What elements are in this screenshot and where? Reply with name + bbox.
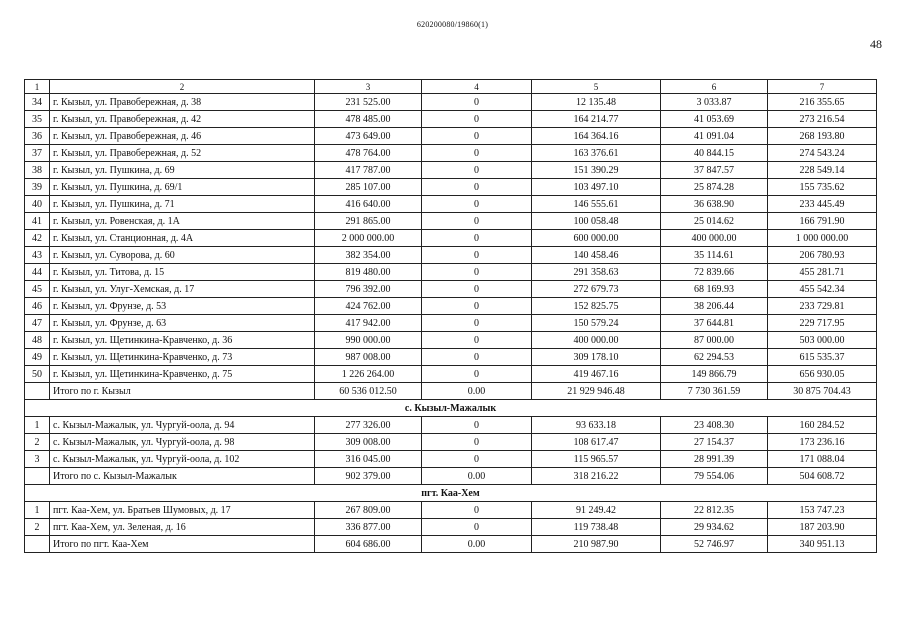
cell-col-1: 40 — [25, 196, 50, 213]
cell-col-5: 272 679.73 — [532, 281, 661, 298]
cell-col-5: 151 390.29 — [532, 162, 661, 179]
cell-col-1: 36 — [25, 128, 50, 145]
cell-col-1 — [25, 383, 50, 400]
cell-col-6: 87 000.00 — [661, 332, 768, 349]
cell-col-5: 5 — [532, 80, 661, 94]
cell-col-2: с. Кызыл-Мажалык, ул. Чургуй-оола, д. 98 — [50, 434, 315, 451]
cell-col-2: г. Кызыл, ул. Пушкина, д. 71 — [50, 196, 315, 213]
table-row — [25, 196, 877, 213]
cell-col-5: 152 825.75 — [532, 298, 661, 315]
cell-col-4: 0 — [422, 315, 532, 332]
cell-col-1: 41 — [25, 213, 50, 230]
cell-col-4: 0 — [422, 128, 532, 145]
cell-col-3: 819 480.00 — [315, 264, 422, 281]
cell-col-3: 267 809.00 — [315, 502, 422, 519]
cell-col-4: 0 — [422, 213, 532, 230]
cell-col-5: 309 178.10 — [532, 349, 661, 366]
cell-col-7: 173 236.16 — [768, 434, 877, 451]
cell-col-5: 108 617.47 — [532, 434, 661, 451]
cell-col-7: 228 549.14 — [768, 162, 877, 179]
cell-col-2: г. Кызыл, ул. Правобережная, д. 46 — [50, 128, 315, 145]
cell-col-1: 37 — [25, 145, 50, 162]
cell-col-1: 47 — [25, 315, 50, 332]
cell-col-3: 990 000.00 — [315, 332, 422, 349]
cell-col-1: 3 — [25, 451, 50, 468]
cell-col-7: 268 193.80 — [768, 128, 877, 145]
cell-col-7: 455 281.71 — [768, 264, 877, 281]
cell-col-4: 0 — [422, 366, 532, 383]
cell-col-7: 340 951.13 — [768, 536, 877, 553]
cell-col-7: 229 717.95 — [768, 315, 877, 332]
cell-col-4: 0 — [422, 298, 532, 315]
cell-col-4: 0 — [422, 434, 532, 451]
cell-col-3: 796 392.00 — [315, 281, 422, 298]
section-title: с. Кызыл-Мажалык — [25, 400, 877, 417]
cell-col-2: с. Кызыл-Мажалык, ул. Чургуй-оола, д. 94 — [50, 417, 315, 434]
cell-col-5: 164 214.77 — [532, 111, 661, 128]
cell-col-1: 39 — [25, 179, 50, 196]
cell-col-1: 49 — [25, 349, 50, 366]
cell-col-4: 0 — [422, 349, 532, 366]
table-row — [25, 281, 877, 298]
cell-col-5: 12 135.48 — [532, 94, 661, 111]
cell-col-6: 25 014.62 — [661, 213, 768, 230]
cell-col-4: 4 — [422, 80, 532, 94]
cell-col-3: 604 686.00 — [315, 536, 422, 553]
cell-col-7: 1 000 000.00 — [768, 230, 877, 247]
cell-col-2: г. Кызыл, ул. Правобережная, д. 42 — [50, 111, 315, 128]
cell-col-7: 153 747.23 — [768, 502, 877, 519]
table-row — [25, 213, 877, 230]
cell-col-7: 233 729.81 — [768, 298, 877, 315]
cell-col-6: 23 408.30 — [661, 417, 768, 434]
cell-col-7: 455 542.34 — [768, 281, 877, 298]
table-row — [25, 366, 877, 383]
cell-col-3: 1 226 264.00 — [315, 366, 422, 383]
cell-col-4: 0 — [422, 417, 532, 434]
cell-col-2: Итого по г. Кызыл — [50, 383, 315, 400]
section-row-kaa-khem — [25, 485, 877, 502]
cell-col-7: 30 875 704.43 — [768, 383, 877, 400]
cell-col-7: 504 608.72 — [768, 468, 877, 485]
cell-col-3: 382 354.00 — [315, 247, 422, 264]
cell-col-3: 987 008.00 — [315, 349, 422, 366]
cell-col-1: 44 — [25, 264, 50, 281]
cell-col-3: 60 536 012.50 — [315, 383, 422, 400]
cell-col-3: 231 525.00 — [315, 94, 422, 111]
cell-col-2: г. Кызыл, ул. Щетинкина-Кравченко, д. 75 — [50, 366, 315, 383]
cell-col-6: 68 169.93 — [661, 281, 768, 298]
cell-col-5: 600 000.00 — [532, 230, 661, 247]
cell-col-7: 503 000.00 — [768, 332, 877, 349]
cell-col-3: 478 485.00 — [315, 111, 422, 128]
cell-col-1: 2 — [25, 519, 50, 536]
cell-col-7: 187 203.90 — [768, 519, 877, 536]
cell-col-1: 43 — [25, 247, 50, 264]
cell-col-3: 291 865.00 — [315, 213, 422, 230]
cell-col-4: 0 — [422, 179, 532, 196]
cell-col-6: 29 934.62 — [661, 519, 768, 536]
cell-col-2: с. Кызыл-Мажалык, ул. Чургуй-оола, д. 102 — [50, 451, 315, 468]
table-row — [25, 332, 877, 349]
cell-col-3: 416 640.00 — [315, 196, 422, 213]
cell-col-3: 277 326.00 — [315, 417, 422, 434]
cell-col-6: 36 638.90 — [661, 196, 768, 213]
cell-col-5: 93 633.18 — [532, 417, 661, 434]
cell-col-3: 902 379.00 — [315, 468, 422, 485]
table-row — [25, 247, 877, 264]
cell-col-4: 0 — [422, 519, 532, 536]
document-id: 620200080/19860(1) — [416, 20, 489, 29]
cell-col-1 — [25, 468, 50, 485]
cell-col-1: 1 — [25, 417, 50, 434]
cell-col-7: 7 — [768, 80, 877, 94]
table-row — [25, 128, 877, 145]
cell-col-2: г. Кызыл, ул. Ровенская, д. 1А — [50, 213, 315, 230]
cell-col-6: 400 000.00 — [661, 230, 768, 247]
cell-col-2: Итого по с. Кызыл-Мажалык — [50, 468, 315, 485]
table-row — [25, 179, 877, 196]
cell-col-6: 72 839.66 — [661, 264, 768, 281]
cell-col-2: г. Кызыл, ул. Титова, д. 15 — [50, 264, 315, 281]
cell-col-1: 42 — [25, 230, 50, 247]
cell-col-4: 0 — [422, 162, 532, 179]
cell-col-7: 273 216.54 — [768, 111, 877, 128]
cell-col-5: 419 467.16 — [532, 366, 661, 383]
cell-col-7: 160 284.52 — [768, 417, 877, 434]
cell-col-7: 274 543.24 — [768, 145, 877, 162]
cell-col-6: 41 053.69 — [661, 111, 768, 128]
table-row — [25, 417, 877, 434]
cell-col-2: пгт. Каа-Хем, ул. Братьев Шумовых, д. 17 — [50, 502, 315, 519]
cell-col-6: 3 033.87 — [661, 94, 768, 111]
cell-col-3: 478 764.00 — [315, 145, 422, 162]
cell-col-5: 163 376.61 — [532, 145, 661, 162]
cell-col-6: 22 812.35 — [661, 502, 768, 519]
cell-col-2: пгт. Каа-Хем, ул. Зеленая, д. 16 — [50, 519, 315, 536]
cell-col-6: 37 644.81 — [661, 315, 768, 332]
cell-col-4: 0.00 — [422, 536, 532, 553]
cell-col-5: 21 929 946.48 — [532, 383, 661, 400]
cell-col-3: 3 — [315, 80, 422, 94]
table-row — [25, 434, 877, 451]
cell-col-1 — [25, 536, 50, 553]
cell-col-5: 119 738.48 — [532, 519, 661, 536]
cell-col-2: г. Кызыл, ул. Правобережная, д. 38 — [50, 94, 315, 111]
cell-col-4: 0 — [422, 196, 532, 213]
cell-col-6: 38 206.44 — [661, 298, 768, 315]
cell-col-2: г. Кызыл, ул. Щетинкина-Кравченко, д. 36 — [50, 332, 315, 349]
cell-col-6: 79 554.06 — [661, 468, 768, 485]
table-row — [25, 451, 877, 468]
cell-col-6: 7 730 361.59 — [661, 383, 768, 400]
cell-col-4: 0 — [422, 332, 532, 349]
cell-col-1: 1 — [25, 80, 50, 94]
cell-col-2: г. Кызыл, ул. Суворова, д. 60 — [50, 247, 315, 264]
cell-col-6: 52 746.97 — [661, 536, 768, 553]
cell-col-5: 291 358.63 — [532, 264, 661, 281]
table-row — [25, 230, 877, 247]
cell-col-1: 34 — [25, 94, 50, 111]
cell-col-6: 37 847.57 — [661, 162, 768, 179]
cell-col-1: 38 — [25, 162, 50, 179]
total-row-kaa-khem — [25, 536, 877, 553]
table-row — [25, 94, 877, 111]
cell-col-1: 46 — [25, 298, 50, 315]
cell-col-4: 0.00 — [422, 468, 532, 485]
cell-col-5: 210 987.90 — [532, 536, 661, 553]
cell-col-6: 40 844.15 — [661, 145, 768, 162]
cell-col-3: 417 942.00 — [315, 315, 422, 332]
cell-col-4: 0 — [422, 230, 532, 247]
cell-col-4: 0 — [422, 281, 532, 298]
cell-col-2: Итого по пгт. Каа-Хем — [50, 536, 315, 553]
cell-col-6: 149 866.79 — [661, 366, 768, 383]
cell-col-2: г. Кызыл, ул. Фрунзе, д. 63 — [50, 315, 315, 332]
cell-col-7: 206 780.93 — [768, 247, 877, 264]
cell-col-1: 1 — [25, 502, 50, 519]
cell-col-4: 0.00 — [422, 383, 532, 400]
cell-col-6: 25 874.28 — [661, 179, 768, 196]
table-row — [25, 264, 877, 281]
table-row — [25, 315, 877, 332]
data-table — [24, 79, 877, 553]
page-number: 48 — [870, 37, 882, 51]
cell-col-2: г. Кызыл, ул. Улуг-Хемская, д. 17 — [50, 281, 315, 298]
cell-col-2: г. Кызыл, ул. Фрунзе, д. 53 — [50, 298, 315, 315]
cell-col-7: 233 445.49 — [768, 196, 877, 213]
table-row — [25, 145, 877, 162]
cell-col-1: 48 — [25, 332, 50, 349]
cell-col-1: 45 — [25, 281, 50, 298]
cell-col-2: г. Кызыл, ул. Пушкина, д. 69 — [50, 162, 315, 179]
cell-col-5: 140 458.46 — [532, 247, 661, 264]
cell-col-7: 615 535.37 — [768, 349, 877, 366]
total-row-kyzyl-mazhalyk — [25, 468, 877, 485]
cell-col-1: 2 — [25, 434, 50, 451]
cell-col-4: 0 — [422, 111, 532, 128]
cell-col-6: 41 091.04 — [661, 128, 768, 145]
cell-col-6: 28 991.39 — [661, 451, 768, 468]
cell-col-4: 0 — [422, 451, 532, 468]
table-row — [25, 162, 877, 179]
cell-col-6: 35 114.61 — [661, 247, 768, 264]
cell-col-6: 62 294.53 — [661, 349, 768, 366]
cell-col-5: 115 965.57 — [532, 451, 661, 468]
cell-col-3: 424 762.00 — [315, 298, 422, 315]
section-row-kyzyl-mazhalyk — [25, 400, 877, 417]
cell-col-3: 2 000 000.00 — [315, 230, 422, 247]
cell-col-6: 6 — [661, 80, 768, 94]
cell-col-5: 150 579.24 — [532, 315, 661, 332]
cell-col-4: 0 — [422, 502, 532, 519]
cell-col-5: 400 000.00 — [532, 332, 661, 349]
cell-col-3: 417 787.00 — [315, 162, 422, 179]
cell-col-4: 0 — [422, 145, 532, 162]
cell-col-7: 216 355.65 — [768, 94, 877, 111]
cell-col-1: 35 — [25, 111, 50, 128]
table-row — [25, 349, 877, 366]
cell-col-7: 656 930.05 — [768, 366, 877, 383]
cell-col-2: г. Кызыл, ул. Станционная, д. 4А — [50, 230, 315, 247]
cell-col-3: 336 877.00 — [315, 519, 422, 536]
cell-col-7: 166 791.90 — [768, 213, 877, 230]
cell-col-6: 27 154.37 — [661, 434, 768, 451]
table-row — [25, 111, 877, 128]
cell-col-3: 309 008.00 — [315, 434, 422, 451]
table-row — [25, 502, 877, 519]
table-row — [25, 298, 877, 315]
cell-col-3: 473 649.00 — [315, 128, 422, 145]
cell-col-7: 171 088.04 — [768, 451, 877, 468]
cell-col-7: 155 735.62 — [768, 179, 877, 196]
cell-col-1: 50 — [25, 366, 50, 383]
cell-col-5: 103 497.10 — [532, 179, 661, 196]
section-title: пгт. Каа-Хем — [25, 485, 877, 502]
cell-col-5: 100 058.48 — [532, 213, 661, 230]
cell-col-2: 2 — [50, 80, 315, 94]
cell-col-5: 318 216.22 — [532, 468, 661, 485]
table-row — [25, 519, 877, 536]
cell-col-4: 0 — [422, 247, 532, 264]
cell-col-2: г. Кызыл, ул. Правобережная, д. 52 — [50, 145, 315, 162]
cell-col-3: 285 107.00 — [315, 179, 422, 196]
cell-col-5: 146 555.61 — [532, 196, 661, 213]
total-row-kyzyl — [25, 383, 877, 400]
cell-col-3: 316 045.00 — [315, 451, 422, 468]
cell-col-2: г. Кызыл, ул. Пушкина, д. 69/1 — [50, 179, 315, 196]
cell-col-5: 91 249.42 — [532, 502, 661, 519]
cell-col-4: 0 — [422, 264, 532, 281]
header-row — [25, 80, 877, 94]
cell-col-5: 164 364.16 — [532, 128, 661, 145]
cell-col-2: г. Кызыл, ул. Щетинкина-Кравченко, д. 73 — [50, 349, 315, 366]
cell-col-4: 0 — [422, 94, 532, 111]
